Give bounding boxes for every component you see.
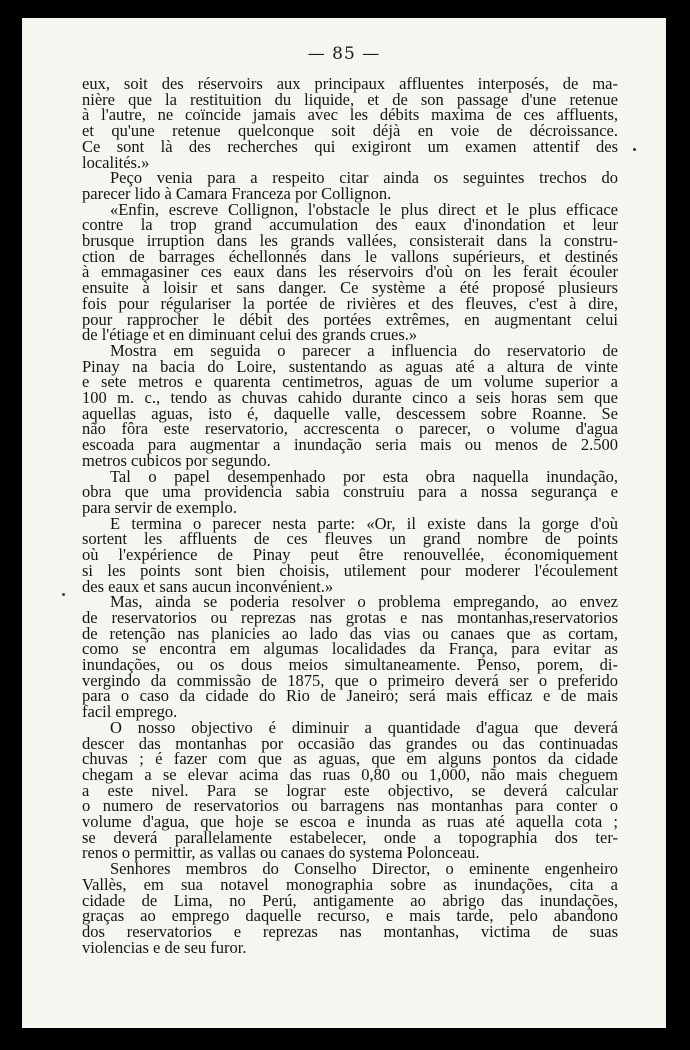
text-line: 100 m. c., tendo as chuvas cahido durante cinco a seis horas sem que	[82, 388, 618, 408]
text-line: Ce sont là des recherches qui exigiront um examen attentif des	[82, 136, 618, 156]
text-line: nière que la restituition du liquide, et de son passage d'une retenue	[82, 89, 618, 109]
text-line: como se encontra em algumas localidades da França, para evitar as	[82, 639, 618, 659]
text-line: e sete metros e quarenta centimetros, aguas de um volume superior a	[82, 372, 618, 392]
text-line: obra que uma providencia sabia construiu para a nossa segurança e	[82, 482, 618, 502]
text-line: cidade de Lima, no Perú, antigamente ao abrigo das inundações,	[82, 890, 618, 910]
text-line: a este nivel. Para se lograr este objectivo, se deverá calcular	[82, 780, 618, 800]
text-line: Tal o papel desempenhado por esta obra naquella inundação,	[110, 466, 618, 486]
paragraph	[82, 340, 618, 470]
text-line: pour rapprocher le débit des portées extrêmes, en augmentant celui	[82, 309, 618, 329]
margin-speck	[633, 148, 636, 151]
text-line: descer das montanhas por occasião das grandes ou das continuadas	[82, 733, 618, 753]
text-line: dos reservatorios e reprezas nas montanhas, victima de suas	[82, 921, 618, 941]
text-line: chegam a se elevar acima das ruas 0,80 ou 1,000, não mais cheguem	[82, 764, 618, 784]
text-line: renos o permittir, as vallas ou canaes do systema Polonceau.	[82, 843, 480, 863]
paragraph	[82, 466, 618, 517]
text-line: graças ao emprego daquelle recurso, e mais tarde, pelo abandono	[82, 906, 618, 926]
text-line: où l'expérience de Pinay peut être renouvellée, économiquement	[82, 545, 618, 565]
text-line: contre la trop grand accumulation des eaux d'inondation et leur	[82, 215, 618, 235]
text-line: ction de barrages échellonnés dans le vallons supérieurs, et destinés	[82, 246, 618, 266]
text-line: vergindo da commissão de 1875, que o primeiro deverá ser o preferido	[82, 670, 618, 690]
text-line: de retenção nas planicies ao lado das vias ou canaes que as cortam,	[82, 623, 618, 643]
paragraph	[82, 861, 618, 955]
text-line: ensuite à loisir et sans danger. Ce système a été proposé plusieurs	[82, 278, 618, 298]
text-line: Senhores membros do Conselho Director, o eminente engenheiro	[110, 859, 618, 879]
text-line: não fôra este reservatorio, accrescenta o parecer, o volume d'agua	[82, 419, 618, 439]
text-line: violencias e de seu furor.	[82, 937, 247, 957]
text-line: facil emprego.	[82, 702, 178, 722]
text-line: Pinay na bacia do Loire, sustentando as aguas até a altura de vinte	[82, 356, 618, 376]
text-line: para o caso da cidade do Rio de Janeiro; será mais efficaz e de mais	[82, 686, 618, 706]
text-line: fois pour régulariser la portée de rivières et des fleuves, c'est à dire,	[82, 293, 618, 313]
text-line: Vallès, em sua notavel monographia sobre as inundações, cita a	[82, 874, 618, 894]
text-line: de reservatorios ou reprezas nas grotas e nas montanhas,reservatorios	[82, 607, 618, 627]
text-line: des eaux et sans aucun inconvénient.»	[82, 576, 334, 596]
text-line: escoada para augmentar a inundação seria mais ou menos de 2.500	[82, 435, 618, 455]
paragraph	[82, 513, 618, 596]
text-line: «Enfin, escreve Collignon, l'obstacle le plus direct et le plus efficace	[110, 199, 618, 219]
text-line: Mas, ainda se poderia resolver o problema empregando, ao envez	[110, 592, 618, 612]
text-line: o numero de reservatorios ou barragens nas montanhas para conter o	[82, 796, 618, 816]
text-line: para servir de exemplo.	[82, 497, 237, 517]
document-page	[22, 18, 666, 1028]
page-number: — 85 —	[307, 44, 381, 64]
text-line: brusque irruption dans les grands vallées, consisterait dans la constru-	[82, 231, 618, 251]
text-line: inundações, ou os dous meios simultaneamente. Penso, porem, di-	[82, 655, 618, 675]
text-line: à emmagasiner ces eaux dans les réservoirs d'où on les ferait écouler	[82, 262, 618, 282]
text-line: eux, soit des réservoirs aux principaux affluentes interposés, de ma-	[82, 74, 618, 93]
paragraph	[82, 170, 618, 201]
paragraph	[82, 717, 618, 863]
paragraph	[82, 199, 618, 345]
text-line: de l'étiage et en diminuant celui des grands crues.»	[82, 325, 418, 345]
paragraph	[82, 76, 618, 170]
text-line: Peço venia para a respeito citar ainda os seguintes trechos do	[110, 168, 618, 188]
text-line: à l'autre, ne coïncide jamais avec les débits maxima de ces affluents,	[82, 105, 618, 125]
text-line: si les points sont bien choisis, utilement pour moderer l'écoulement	[82, 560, 618, 580]
paragraph	[82, 594, 618, 720]
text-line: E termina o parecer nesta parte: «Or, il existe dans la gorge d'où	[110, 513, 618, 533]
text-line: volume d'agua, que hoje se escoa e inunda as ruas até aquella cota ;	[82, 812, 618, 832]
text-line: et qu'une retenue quelconque soit déjà en voie de décroissance.	[82, 121, 618, 141]
text-line: metros cubicos por segundo.	[82, 450, 271, 470]
text-line: se deverá parallelamente estabelecer, onde a topographia dos ter-	[82, 827, 618, 847]
text-line: O nosso objectivo é diminuir a quantidade d'agua que deverá	[110, 717, 618, 737]
text-line: Mostra em seguida o parecer a influencia do reservatorio de	[110, 340, 618, 360]
body-text	[82, 76, 618, 955]
text-line: sortent les affluents de ces fleuves un grand nombre de points	[82, 529, 618, 549]
text-line: chuvas ; é fazer com que as aguas, que em alguns pontos da cidade	[82, 749, 618, 769]
text-line: parecer lido à Camara Franceza por Collignon.	[82, 183, 392, 203]
text-line: aquellas aguas, isto é, daquelle valle, descessem sobre Roanne. Se	[82, 403, 618, 423]
margin-speck	[62, 593, 65, 596]
text-line: localités.»	[82, 152, 150, 172]
